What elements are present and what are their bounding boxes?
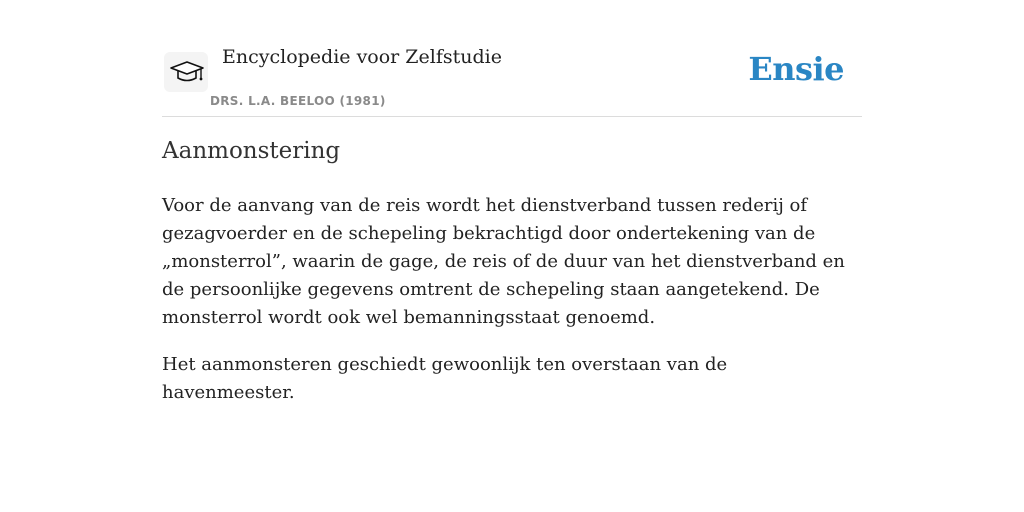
graduation-cap-icon [164,52,208,92]
site-title[interactable]: Encyclopedie voor Zelfstudie [222,46,502,68]
article-body [162,192,852,426]
brand-logo[interactable]: Ensie [748,50,844,88]
paragraph: Het aanmonsteren geschiedt gewoonlijk ten overstaan van de havenmeester. [162,354,728,403]
site-header [162,38,862,117]
author-credit: DRS. L.A. BEELOO (1981) [210,94,386,108]
paragraph: Voor de aanvang van de reis wordt het dienstverband tussen rederij of gezagvoerder en de schepeling bekrachtigd door ondertekening van de „monsterrol”, waarin de gage, de reis of de duur van het dienstverband en de persoonlijke gegevens omtrent de schepeling staan aangetekend. De monsterrol wordt ook wel bemanningsstaat genoemd. [162,195,845,328]
article-title: Aanmonstering [162,138,341,164]
